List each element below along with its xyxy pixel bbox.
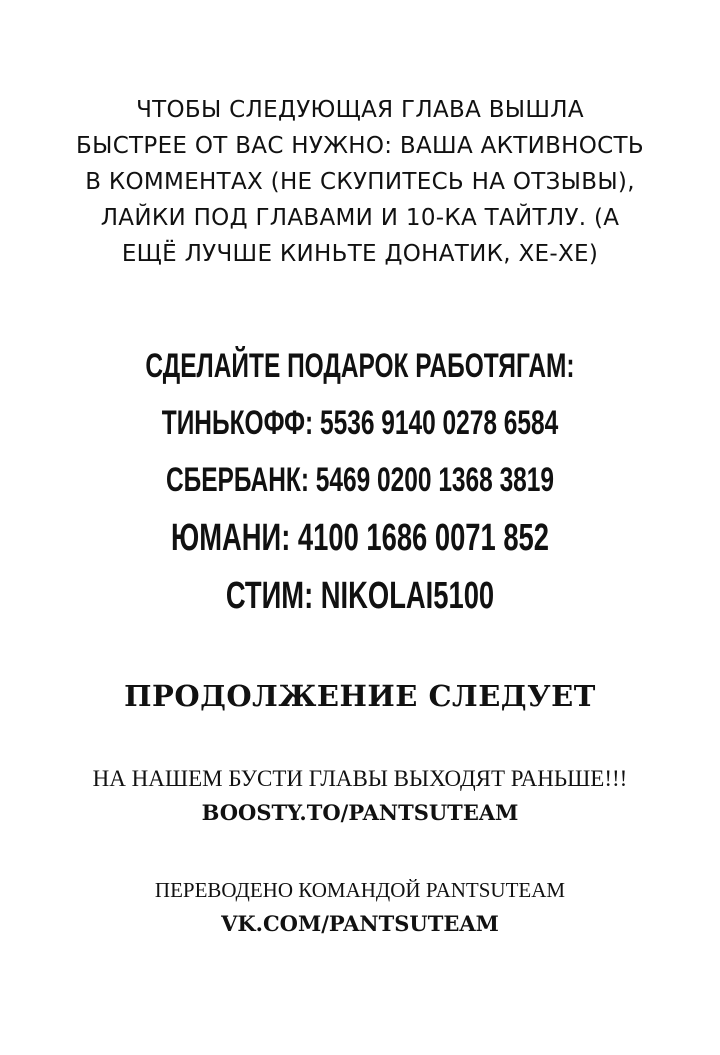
boosty-block xyxy=(40,762,680,830)
appeal-line: БЫСТРЕЕ ОТ ВАС НУЖНО: ВАША АКТИВНОСТЬ xyxy=(76,133,644,159)
appeal-line: ЛАЙКИ ПОД ГЛАВАМИ И 10-КА ТАЙТЛУ. (А xyxy=(100,205,620,231)
donation-heading: СДЕЛАЙТЕ ПОДАРОК РАБОТЯГАМ: xyxy=(145,347,575,385)
yoomoney-wallet: ЮМАНИ: 4100 1686 0071 852 xyxy=(171,517,549,559)
translator-credits xyxy=(40,873,680,941)
appeal-line: ЕЩЁ ЛУЧШЕ КИНЬТЕ ДОНАТИК, ХЕ-ХЕ) xyxy=(121,241,599,267)
tinkoff-card: ТИНЬКОФФ: 5536 9140 0278 6584 xyxy=(161,404,559,442)
sberbank-card: СБЕРБАНК: 5469 0200 1368 3819 xyxy=(165,461,555,499)
reader-appeal xyxy=(40,92,680,272)
to-be-continued: ПРОДОЛЖЕНИЕ СЛЕДУЕТ xyxy=(124,679,596,713)
appeal-line: ЧТОБЫ СЛЕДУЮЩАЯ ГЛАВА ВЫШЛА xyxy=(136,97,584,123)
appeal-line: В КОММЕНТАХ (НЕ СКУПИТЕСЬ НА ОТЗЫВЫ), xyxy=(85,169,635,195)
boosty-link[interactable]: BOOSTY.TO/PANTSUTEAM xyxy=(201,800,519,825)
donation-block xyxy=(40,338,680,625)
boosty-note: НА НАШЕМ БУСТИ ГЛАВЫ ВЫХОДЯТ РАНЬШЕ!!! xyxy=(92,766,628,791)
steam-account: СТИМ: NIKOLAI5100 xyxy=(225,575,495,617)
translator-note: ПЕРЕВОДЕНО КОМАНДОЙ PANTSUTEAM xyxy=(154,878,566,902)
vk-link[interactable]: VK.COM/PANTSUTEAM xyxy=(221,911,499,936)
